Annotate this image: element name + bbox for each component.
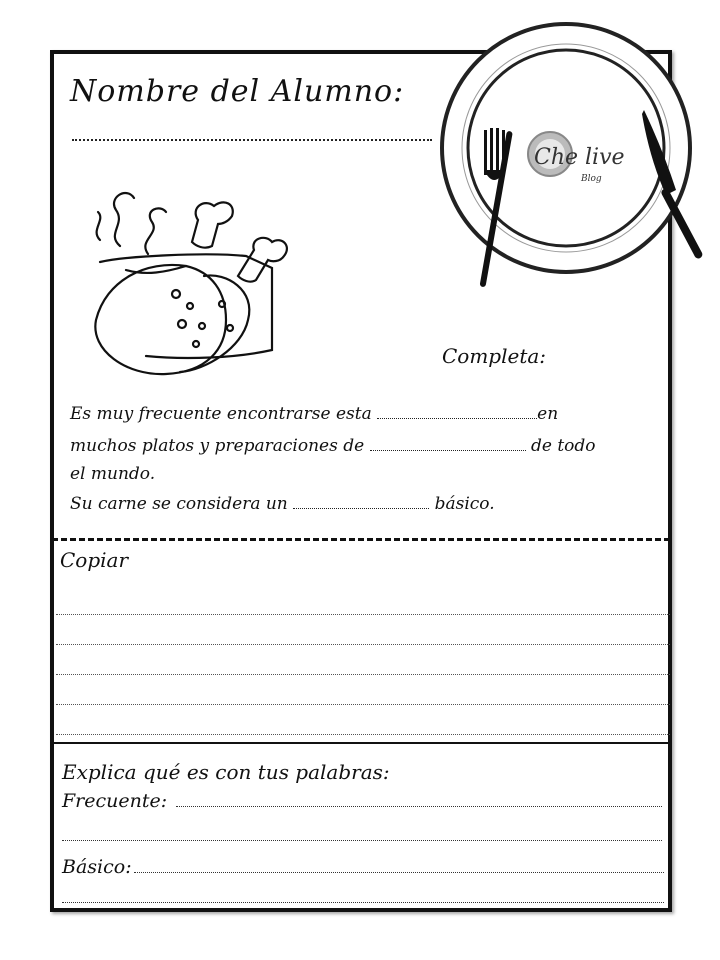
- blank-field-3[interactable]: [293, 496, 429, 509]
- logo-subtext: Blog: [581, 174, 602, 184]
- explica-title: Explica qué es con tus palabras:: [62, 760, 390, 784]
- completa-line-2-start: muchos platos y preparaciones de: [70, 436, 365, 456]
- frecuente-answer-line-1[interactable]: [176, 806, 662, 807]
- copy-line-5[interactable]: [56, 734, 670, 735]
- completa-line-2: [70, 436, 596, 456]
- copiar-title: Copiar: [60, 548, 129, 572]
- completa-line-2-end: de todo: [531, 436, 596, 456]
- solid-divider: [52, 742, 670, 744]
- blank-field-2[interactable]: [370, 438, 526, 451]
- roasted-chicken-illustration: [86, 180, 296, 380]
- copy-line-1[interactable]: [56, 614, 670, 615]
- copy-line-2[interactable]: [56, 644, 670, 645]
- basico-label: Básico:: [62, 856, 132, 878]
- plate-logo-icon: [438, 20, 708, 290]
- frecuente-label: Frecuente:: [62, 790, 168, 812]
- completa-line-4-end: básico.: [434, 494, 495, 514]
- student-name-field[interactable]: [72, 139, 432, 141]
- completa-line-1-end: en: [537, 404, 559, 424]
- completa-line-4: [70, 494, 495, 514]
- blank-field-1[interactable]: [377, 406, 537, 419]
- completa-line-4-start: Su carne se considera un: [70, 494, 288, 514]
- frecuente-answer-line-2[interactable]: [62, 840, 662, 841]
- completa-line-1: [70, 404, 558, 424]
- copy-line-3[interactable]: [56, 674, 670, 675]
- student-name-label: Nombre del Alumno:: [70, 74, 405, 109]
- dashed-divider: [52, 538, 670, 541]
- logo-text: Che live: [534, 145, 625, 170]
- completa-line-1-start: Es muy frecuente encontrarse esta: [70, 404, 372, 424]
- copy-line-4[interactable]: [56, 704, 670, 705]
- completa-title: Completa:: [442, 344, 547, 368]
- basico-answer-line-1[interactable]: [134, 872, 664, 873]
- basico-answer-line-2[interactable]: [62, 902, 664, 903]
- completa-line-3: el mundo.: [70, 464, 156, 484]
